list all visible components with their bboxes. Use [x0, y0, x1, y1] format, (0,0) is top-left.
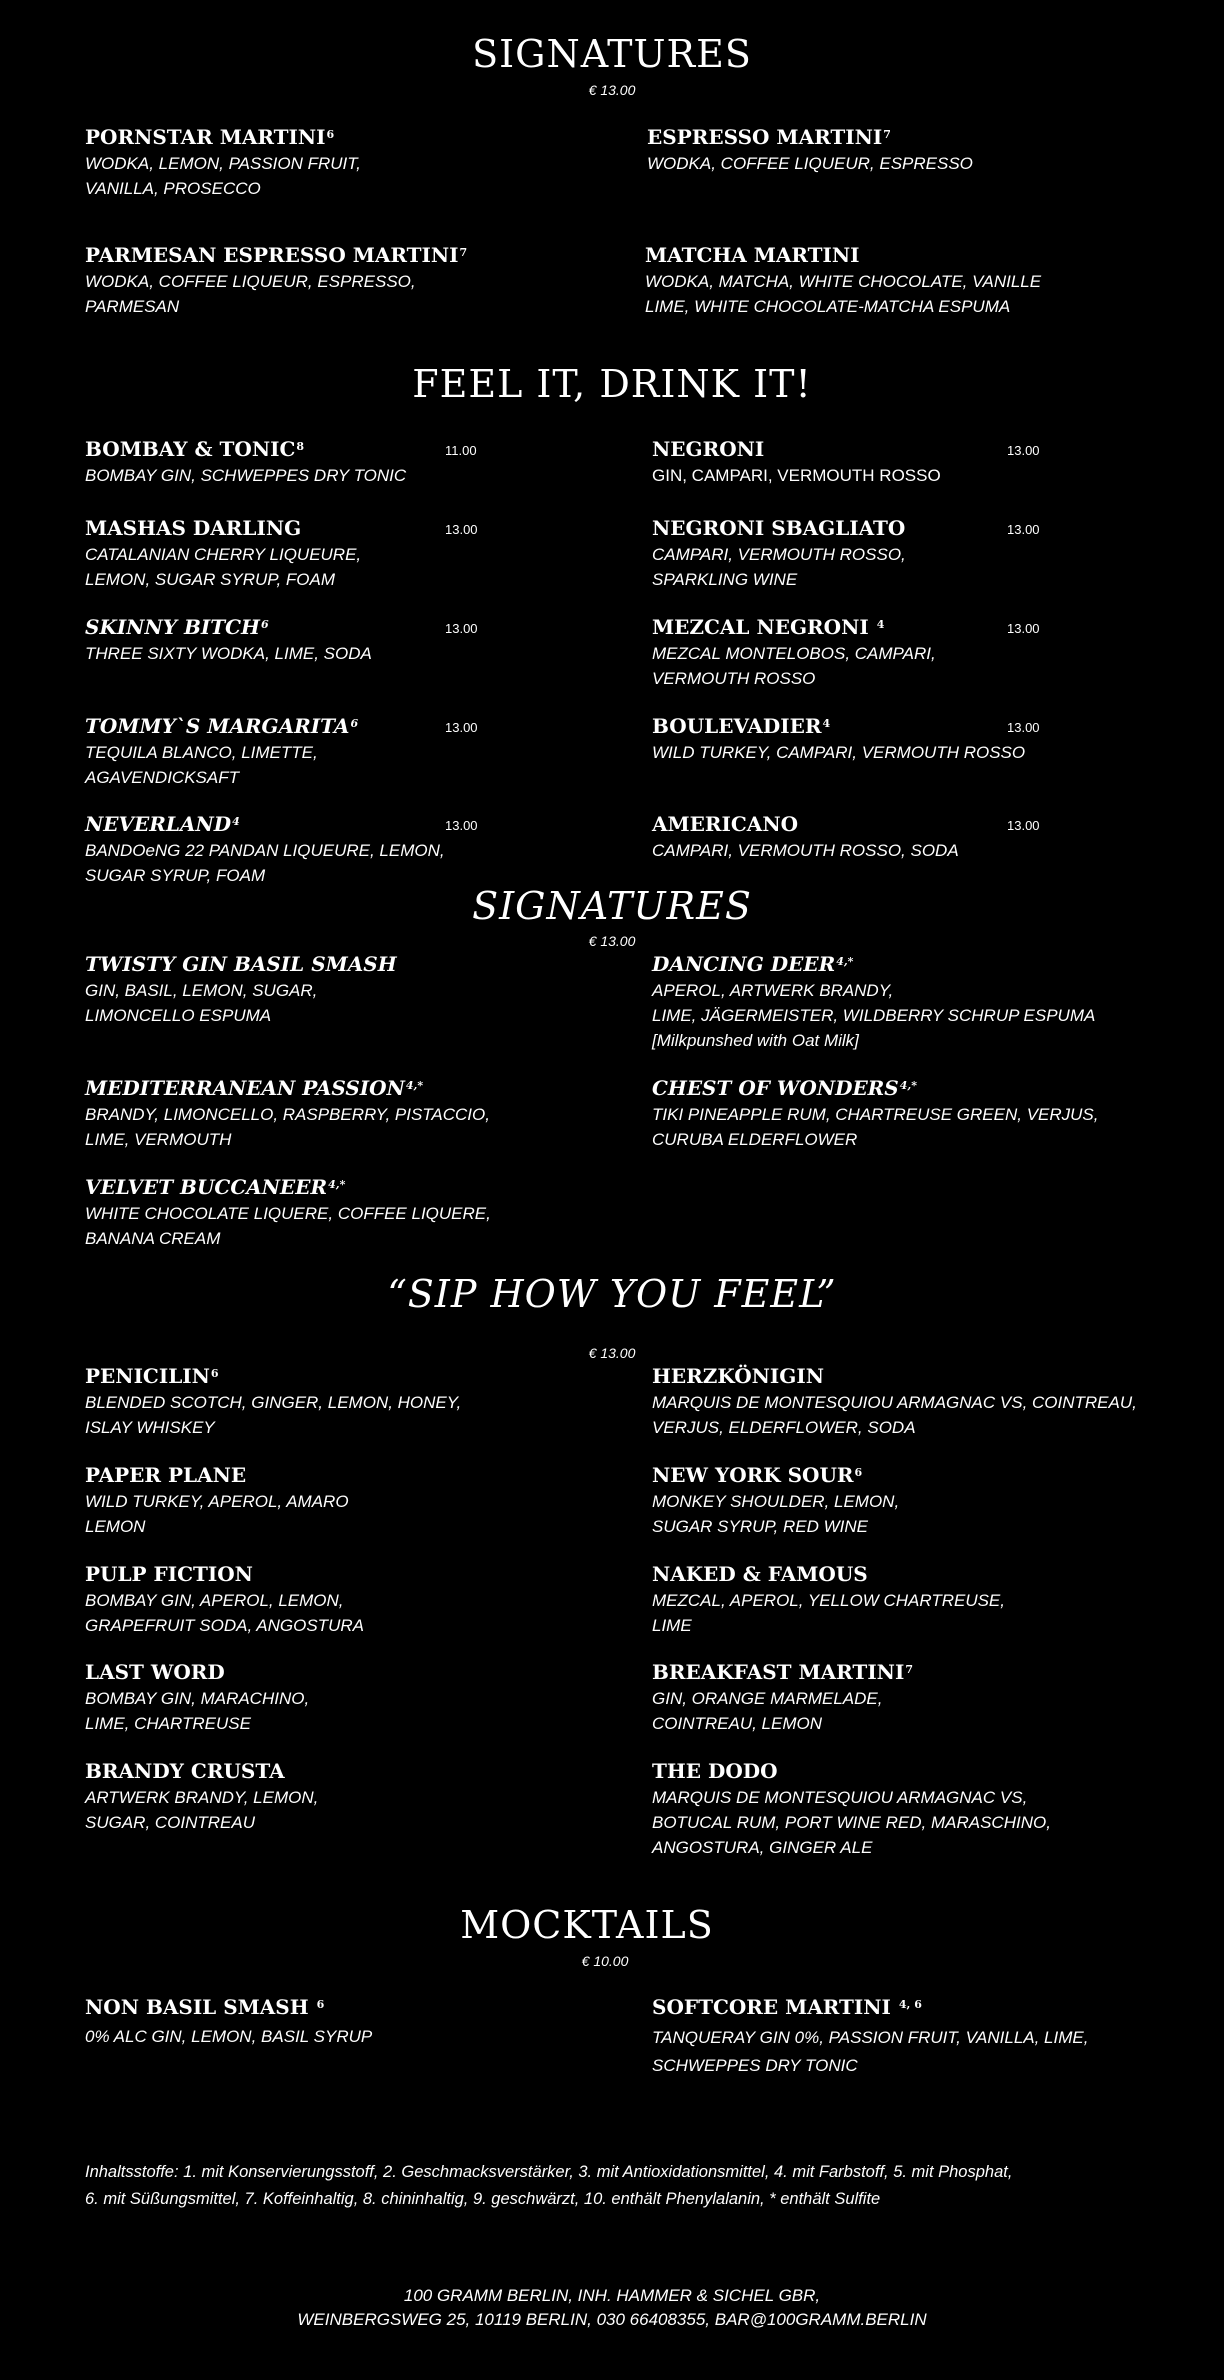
menu-item [652, 951, 1212, 1053]
item-name: CHEST OF $WONDERS^{4,*}$ [652, 1076, 917, 1100]
item-name: NEW YORK SOUR$^6$ [652, 1463, 863, 1487]
section-title-signatures-2: SIGNATURES [472, 884, 752, 928]
item-price: 13.00 [445, 818, 478, 833]
item-name: TWISTY GIN BASIL SMASH [85, 952, 397, 976]
item-name: NON BASIL SMASH $^6$ [85, 1995, 325, 2019]
item-desc: BOMBAY GIN, APEROL, LEMON, GRAPEFRUIT SODA, ANGOSTURA [85, 1591, 364, 1635]
item-desc: BRANDY, LIMONCELLO, RASPBERRY, PISTACCIO, LIME, VERMOUTH [85, 1105, 490, 1149]
item-name: MASHAS DARLING [85, 516, 302, 540]
item-desc: GIN, ORANGE MARMELADE, COINTREAU, LEMON [652, 1689, 883, 1733]
item-name: SKINNY BITCH$^6$ [85, 615, 269, 639]
section-price: € 13.00 [588, 1345, 636, 1361]
menu-item [85, 1075, 645, 1152]
menu-item [652, 436, 1212, 488]
menu-item [652, 515, 1212, 592]
menu-item [652, 1994, 1212, 2080]
item-desc: WODKA, COFFEE LIQUEUR, ESPRESSO [647, 154, 973, 173]
item-name: HERZKÖNIGIN [652, 1364, 824, 1388]
menu-item [85, 242, 645, 319]
item-desc: MARQUIS DE MONTESQUIOU ARMAGNAC VS, COINTREAU, VERJUS, ELDERFLOWER, SODA [652, 1393, 1137, 1437]
menu-item [652, 1075, 1212, 1152]
item-name: MATCHA MARTINI [645, 243, 860, 267]
menu-item [652, 1758, 1212, 1860]
menu-item [85, 1994, 645, 2049]
item-desc: ARTWERK BRANDY, LEMON, SUGAR, COINTREAU [85, 1788, 319, 1832]
item-price: 13.00 [445, 720, 478, 735]
item-name: PORNSTAR MARTINI$^6$ [85, 125, 335, 149]
item-desc: WILD TURKEY, APEROL, AMARO LEMON [85, 1492, 349, 1536]
item-name: LAST WORD [85, 1660, 225, 1684]
item-desc: TIKI PINEAPPLE RUM, CHARTREUSE GREEN, VERJUS, CURUBA ELDERFLOWER [652, 1105, 1099, 1149]
menu-item [652, 614, 1212, 691]
item-desc: BOMBAY GIN, SCHWEPPES DRY TONIC [85, 466, 407, 485]
item-price: 13.00 [1007, 522, 1040, 537]
item-name: PENICILIN$^6$ [85, 1364, 219, 1388]
item-desc: TANQUERAY GIN 0%, PASSION FRUIT, VANILLA, LIME, SCHWEPPES DRY TONIC [652, 2028, 1089, 2075]
item-name: ESPRESSO MARTINI$^7$ [647, 125, 891, 149]
menu-item [645, 242, 1205, 319]
item-name: NEGRONI [652, 437, 765, 461]
menu-item [85, 811, 645, 888]
item-desc: CAMPARI, VERMOUTH ROSSO, SPARKLING WINE [652, 545, 906, 589]
item-name: THE DODO [652, 1759, 778, 1783]
item-desc: BLENDED SCOTCH, GINGER, LEMON, HONEY, ISLAY WHISKEY [85, 1393, 462, 1437]
menu-item [85, 515, 645, 592]
section-price: € 13.00 [588, 933, 636, 949]
menu-item [85, 951, 645, 1028]
item-name: TOMMY`S MARGARITA$^6$ [85, 714, 359, 738]
item-name: PARMESAN ESPRESSO MARTINI$^7$ [85, 243, 468, 267]
item-name: BRANDY CRUSTA [85, 1759, 285, 1783]
item-desc: GIN, CAMPARI, VERMOUTH ROSSO [652, 466, 941, 485]
section-title-feel-it: FEEL IT, DRINK IT! [412, 362, 812, 406]
item-name: BOULEVADIER$^4$ [652, 714, 831, 738]
item-price: 13.00 [445, 522, 478, 537]
menu-item [85, 1659, 645, 1736]
menu-item [647, 124, 1207, 176]
menu-item [652, 713, 1212, 765]
section-price: € 13.00 [588, 82, 636, 98]
menu-item [652, 1462, 1212, 1539]
item-name: NEVERLAND$^4$ [85, 812, 240, 836]
item-name: BREAKFAST MARTINI$^7$ [652, 1660, 913, 1684]
item-desc: WHITE CHOCOLATE LIQUERE, COFFEE LIQUERE, BANANA CREAM [85, 1204, 491, 1248]
item-price: 13.00 [1007, 818, 1040, 833]
menu-item [85, 124, 645, 201]
item-desc: GIN, BASIL, LEMON, SUGAR, LIMONCELLO ESPUMA [85, 981, 318, 1025]
menu-item [652, 811, 1212, 863]
item-name: PAPER PLANE [85, 1463, 247, 1487]
item-desc: THREE SIXTY WODKA, LIME, SODA [85, 644, 372, 663]
item-desc: BANDOeNG 22 PANDAN LIQUEURE, LEMON, SUGAR SYRUP, FOAM [85, 841, 445, 885]
item-desc: APEROL, ARTWERK BRANDY, LIME, JÄGERMEISTER, WILDBERRY SCHRUP ESPUMA [Milkpunshed with Oat Milk] [652, 981, 1096, 1050]
section-title-signatures: SIGNATURES [472, 32, 752, 76]
menu-item [652, 1659, 1212, 1736]
item-price: 13.00 [1007, 720, 1040, 735]
menu-item [85, 436, 645, 488]
item-name: BOMBAY & TONIC$^8$ [85, 437, 305, 461]
section-price: € 10.00 [581, 1953, 629, 1969]
item-name: NEGRONI SBAGLIATO [652, 516, 906, 540]
menu-item [652, 1561, 1212, 1638]
item-desc: BOMBAY GIN, MARACHINO, LIME, CHARTREUSE [85, 1689, 310, 1733]
item-desc: WILD TURKEY, CAMPARI, VERMOUTH ROSSO [652, 743, 1026, 762]
menu-item [85, 1363, 645, 1440]
item-desc: CATALANIAN CHERRY LIQUEURE, LEMON, SUGAR SYRUP, FOAM [85, 545, 362, 589]
item-name: DANCING $DEER^{4,*}$ [652, 952, 854, 976]
item-desc: TEQUILA BLANCO, LIMETTE, AGAVENDICKSAFT [85, 743, 318, 787]
item-desc: MARQUIS DE MONTESQUIOU ARMAGNAC VS, BOTUCAL RUM, PORT WINE RED, MARASCHINO, ANGOSTURA, GINGER ALE [652, 1788, 1051, 1857]
item-desc: CAMPARI, VERMOUTH ROSSO, SODA [652, 841, 959, 860]
item-name: AMERICANO [652, 812, 799, 836]
menu-item [85, 713, 645, 790]
address-footer: 100 GRAMM BERLIN, INH. HAMMER & SICHEL GBR, WEINBERGSWEG 25, 10119 BERLIN, 030 66408355, BAR@100GRAMM.BERLIN [297, 2286, 927, 2329]
item-price: 13.00 [1007, 443, 1040, 458]
item-name: MEZCAL NEGRONI $^4$ [652, 615, 885, 639]
item-name: MEDITERRANEAN $PASSION^{4,*}$ [85, 1076, 424, 1100]
item-desc: MEZCAL, APEROL, YELLOW CHARTREUSE, LIME [652, 1591, 1005, 1635]
item-name: PULP FICTION [85, 1562, 253, 1586]
menu-item [85, 1174, 645, 1251]
menu-item [85, 1561, 645, 1638]
item-name: VELVET $BUCCANEER^{4,*}$ [85, 1175, 346, 1199]
menu-item [85, 614, 645, 666]
item-price: 11.00 [445, 443, 477, 458]
menu-item [652, 1363, 1212, 1440]
menu-item [85, 1462, 645, 1539]
item-desc: WODKA, LEMON, PASSION FRUIT, VANILLA, PROSECCO [85, 154, 361, 198]
item-price: 13.00 [445, 621, 478, 636]
menu-item [85, 1758, 645, 1835]
section-title-sip-how-you-feel: “SIP HOW YOU FEEL” [387, 1272, 837, 1316]
item-desc: WODKA, COFFEE LIQUEUR, ESPRESSO, PARMESAN [85, 272, 416, 316]
item-desc: MEZCAL MONTELOBOS, CAMPARI, VERMOUTH ROSSO [652, 644, 936, 688]
section-title-mocktails: MOCKTAILS [460, 1903, 714, 1947]
item-desc: 0% ALC GIN, LEMON, BASIL SYRUP [85, 2027, 373, 2046]
item-name: NAKED & FAMOUS [652, 1562, 868, 1586]
item-name: SOFTCORE MARTINI $^{4, 6}$ [652, 1995, 922, 2019]
ingredients-note: Inhaltsstoffe: 1. mit Konservierungsstoff, 2. Geschmacksverstärker, 3. mit Antioxidationsmittel, 4. mit Farbstoff, 5. mit Phosphat, 6. mit Süßungsmittel, 7. Koffeinhaltig, 8. chininhaltig, 9. geschwärzt, 10. enthält Phenylalanin, * enthält Sulfite [85, 2163, 1013, 2208]
item-desc: WODKA, MATCHA, WHITE CHOCOLATE, VANILLE LIME, WHITE CHOCOLATE-MATCHA ESPUMA [645, 272, 1042, 316]
item-desc: MONKEY SHOULDER, LEMON, SUGAR SYRUP, RED WINE [652, 1492, 900, 1536]
item-price: 13.00 [1007, 621, 1040, 636]
